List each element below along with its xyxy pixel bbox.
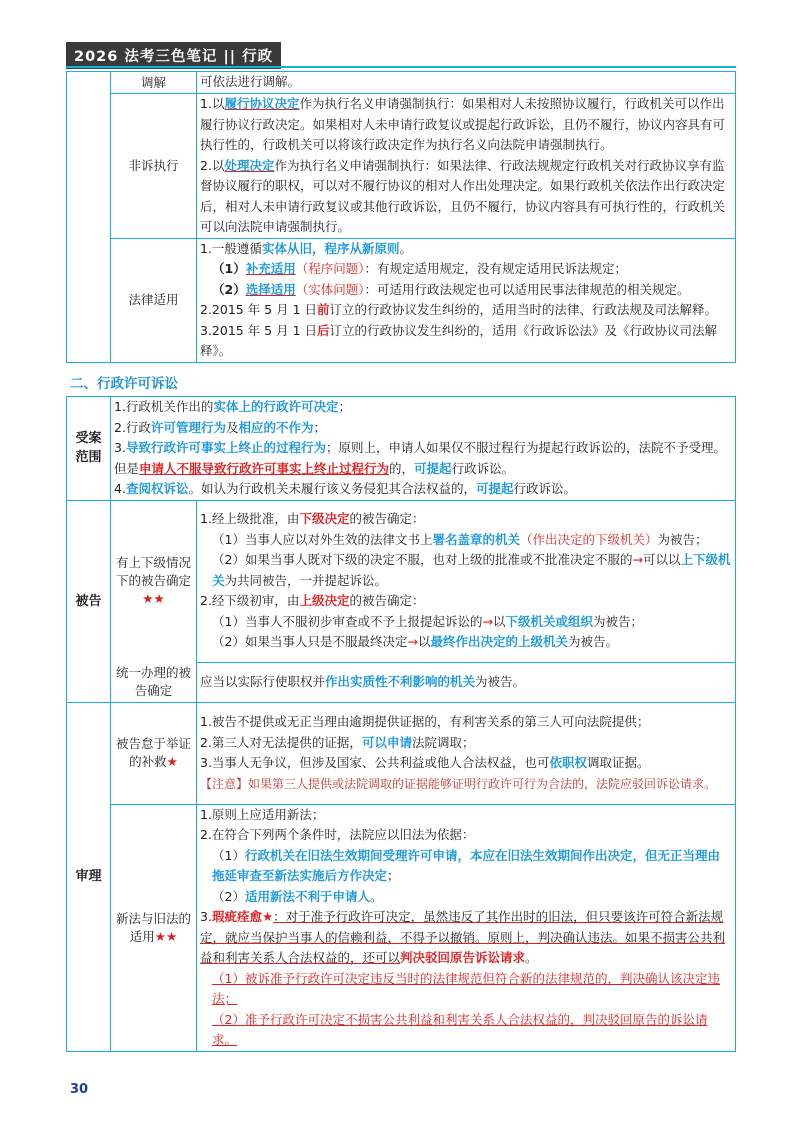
agreement-table <box>66 71 736 363</box>
row-label-yaoan: 受案范围 <box>67 397 111 501</box>
sub-label-juzheng: 被告怠于举证的补救★ <box>111 702 197 804</box>
sub-label-shangxiaji: 有上下级情况下的被告确定★★ <box>111 500 197 662</box>
row-label-falv: 法律适用 <box>111 238 197 362</box>
header-title: 2026 法考三色笔记 || 行政 <box>66 42 281 69</box>
licensing-table <box>66 396 736 1052</box>
sub-label-tongyi: 统一办理的被告确定 <box>111 662 197 702</box>
row-label-tiaojie: 调解 <box>111 72 197 94</box>
falv-content: 1.一般遵循实体从旧，程序从新原则。 （1）补充适用（程序问题）：有规定适用规定，没有规定适用民诉法规定； （2）选择适用（实体问题）：可适用行政法规定也可以适用民事法律规范的相关规定。 2.2015 年 5 月 1 日前订立的行政协议发生纠纷的，适用当时的法律、行政法规及司法解释。 3.2015 年 5 月 1 日后订立的行政协议发生纠纷的，适用《行政诉讼法》及《行政协议司法解释》。 <box>197 238 736 362</box>
header-divider <box>66 66 736 68</box>
tongyi-content: 应当以实际行使职权并作出实质性不利影响的机关为被告。 <box>197 662 736 702</box>
row-label-shenli: 审理 <box>67 702 111 1051</box>
row-label-feisu: 非诉执行 <box>111 94 197 239</box>
shangxiaji-content: 1.经上级批准，由下级决定的被告确定： （1）当事人应以对外生效的法律文书上署名盖章的机关（作出决定的下级机关）为被告； （2）如果当事人既对下级的决定不服，也对上级的批准或不批准决定不服的→可以以上下级机关为共同被告，一并提起诉讼。 2.经下级初审，由上级决定的被告确定： （1）当事人不服初步审查或不予上报提起诉讼的→以下级机关或组织为被告； （2）如果当事人只是不服最终决定→以最终作出决定的上级机关为被告。 <box>197 500 736 662</box>
page-header <box>66 42 272 68</box>
feisu-content: 1.以履行协议决定作为执行名义申请强制执行：如果相对人未按照协议履行，行政机关可以作出履行协议行政决定。如果相对人未申请行政复议或提起行政诉讼，且仍不履行，协议内容具有可执行性的，行政机关可以将该行政决定作为执行名义向法院申请强制执行。 2.以处理决定作为执行名义申请强制执行：如果法律、行政法规规定行政机关对行政协议享有监督协议履行的职权，可以对不履行协议的相对人作出处理决定。如果行政机关依法作出行政决定后，相对人未申请行政复议或其他行政诉讼，且仍不履行，协议内容具有可执行性的，行政机关可以向法院申请强制执行。 <box>197 94 736 239</box>
xinjiu-content: 1.原则上应适用新法； 2.在符合下列两个条件时，法院应以旧法为依据： （1）行政机关在旧法生效期间受理许可申请，本应在旧法生效期间作出决定，但无正当理由拖延审查至新法实施后方作决定； （2）适用新法不利于申请人。 3.瑕疵痊愈★：对于准予行政许可决定，虽然违反了其作出时的旧法，但只要该许可符合新法规定，就应当保护当事人的信赖利益，不得予以撤销。原则上，判决确认违法。如果不损害公共利益和利害关系人合法权益的，还可以判决驳回原告诉讼请求。 （1）被诉准予行政许可决定违反当时的法律规范但符合新的法律规范的，判决确认该决定违法； （2）准予行政许可决定不损害公共利益和利害关系人合法权益的，判决驳回原告的诉讼请求。 <box>197 804 736 1051</box>
tiaojie-text: 可依法进行调解。 <box>197 72 736 94</box>
section-title: 二、行政许可诉讼 <box>70 376 178 392</box>
merged-left-cell <box>67 72 111 363</box>
sub-label-xinjiu: 新法与旧法的适用★★ <box>111 804 197 1051</box>
page-number: 30 <box>70 1082 89 1097</box>
row-label-beigao: 被告 <box>67 500 111 702</box>
yaoan-content: 1.行政机关作出的实体上的行政许可决定； 2.行政许可管理行为及相应的不作为； 3.导致行政许可事实上终止的过程行为；原则上，申请人如果仅不服过程行为提起行政诉讼的，法院不予受理。但是申请人不服导致行政许可事实上终止过程行为的，可提起行政诉讼。 4.查阅权诉讼。如认为行政机关未履行该义务侵犯其合法权益的，可提起行政诉讼。 <box>111 397 736 501</box>
juzheng-content: 1.被告不提供或无正当理由逾期提供证据的，有利害关系的第三人可向法院提供； 2.第三人对无法提供的证据，可以申请法院调取； 3.当事人无争议，但涉及国家、公共利益或他人合法权益，也可依职权调取证据。 【注意】如果第三人提供或法院调取的证据能够证明行政许可行为合法的，法院应驳回诉讼请求。 <box>197 702 736 804</box>
